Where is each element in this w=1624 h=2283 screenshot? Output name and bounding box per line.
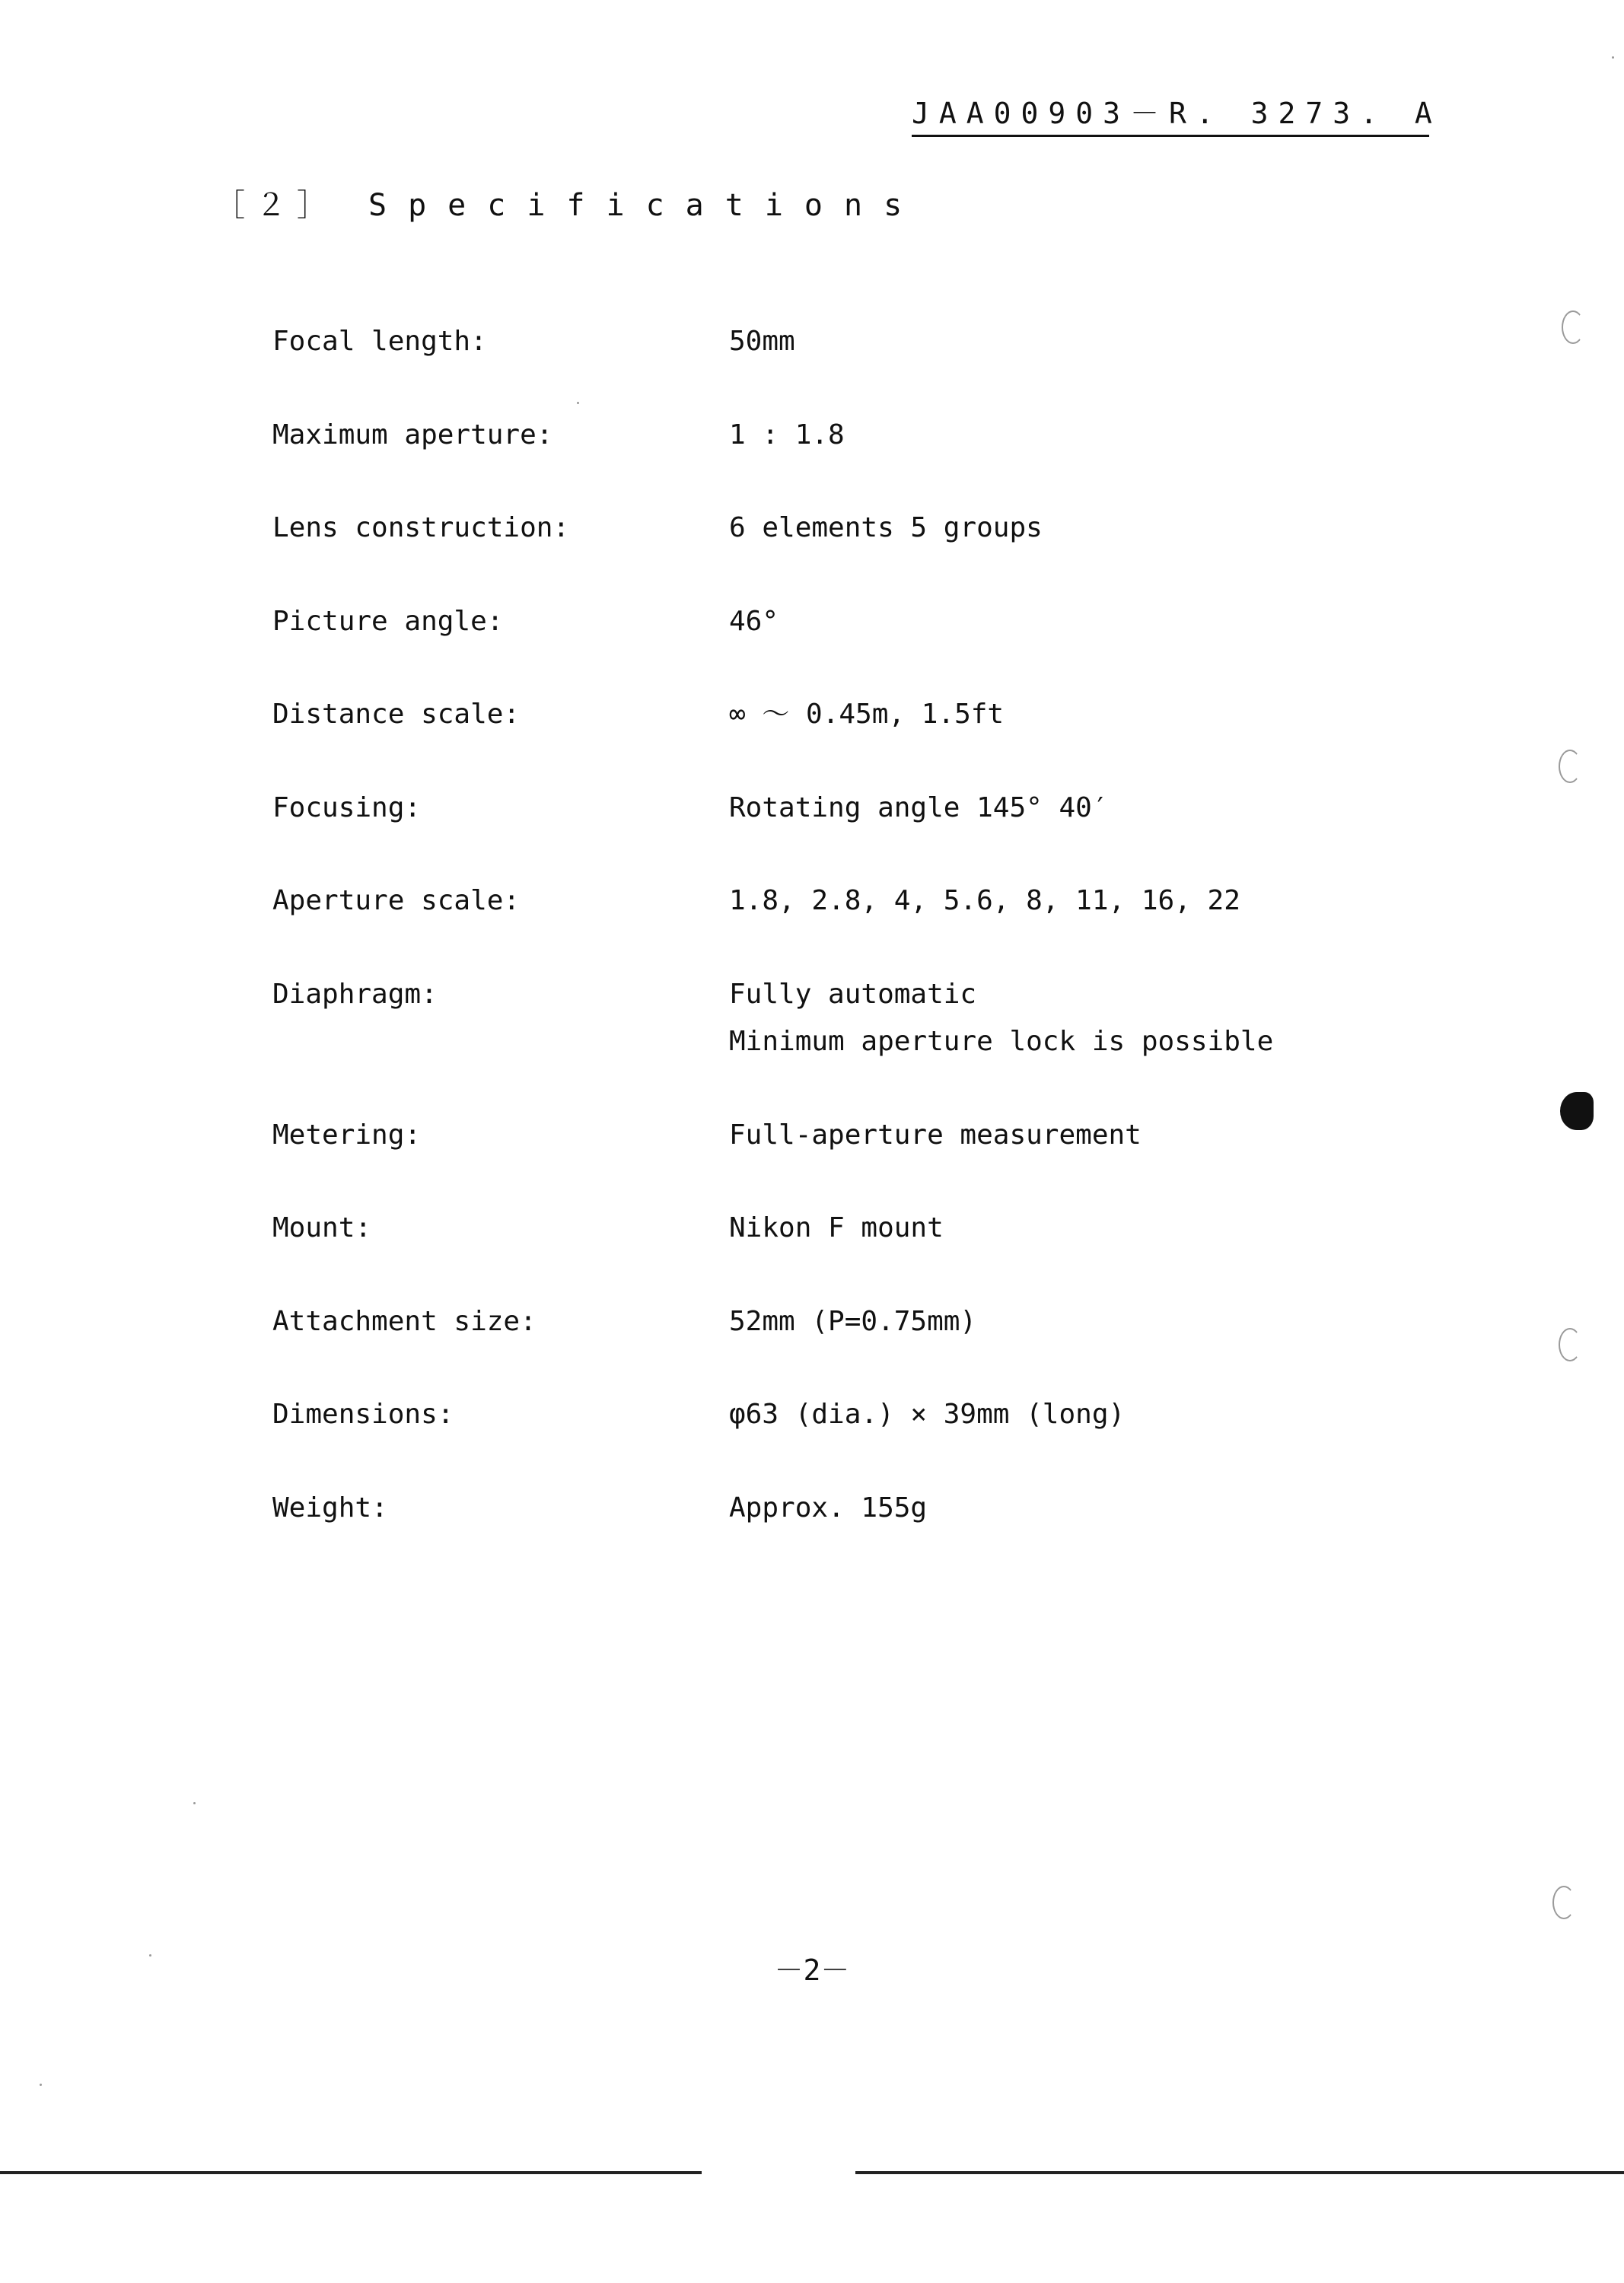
spec-row-weight [272, 1485, 1338, 1578]
spec-label: Mount: [272, 1212, 372, 1243]
punch-hole-mark [1552, 1886, 1575, 1919]
punch-hole-mark [1559, 1328, 1581, 1361]
spec-label: Maximum aperture: [272, 419, 553, 451]
specifications-list [272, 318, 1338, 1578]
spec-value: φ63 (dia.) × 39mm (long) [729, 1399, 1126, 1430]
scan-speck [149, 1954, 151, 1957]
scan-speck [193, 1802, 196, 1804]
spec-row-diaphragm [272, 971, 1338, 1112]
punch-hole-mark [1559, 750, 1581, 783]
spec-row-focusing [272, 785, 1338, 878]
spec-value: ∞ ～ 0.45m, 1.5ft [729, 699, 1005, 730]
document-code: JAA00903－R. 3273. A [912, 90, 1429, 137]
spec-value: 1.8, 2.8, 4, 5.6, 8, 11, 16, 22 [729, 885, 1240, 916]
spec-row-attachment-size [272, 1298, 1338, 1392]
punch-hole-mark [1560, 1092, 1594, 1130]
spec-label: Attachment size: [272, 1305, 537, 1337]
spec-value: Nikon F mount [729, 1212, 944, 1243]
spec-label: Distance scale: [272, 699, 521, 730]
spec-label: Focal length: [272, 326, 487, 357]
spec-value-line: Fully automatic [729, 978, 977, 1010]
spec-label: Picture angle: [272, 605, 504, 637]
spec-value: Approx. 155g [729, 1492, 928, 1524]
spec-value: 46° [729, 605, 779, 637]
spec-label: Lens construction: [272, 512, 570, 543]
section-number: ［２］ [215, 188, 338, 223]
spec-row-metering [272, 1112, 1338, 1205]
spec-row-dimensions [272, 1391, 1338, 1485]
spec-label: Aperture scale: [272, 885, 521, 916]
spec-value [729, 971, 1338, 1065]
spec-label: Diaphragm: [272, 978, 438, 1010]
spec-value: 50mm [729, 326, 795, 357]
punch-hole-mark [1562, 310, 1584, 344]
scan-speck [40, 2084, 42, 2086]
spec-row-aperture-scale [272, 877, 1338, 971]
spec-row-maximum-aperture [272, 412, 1338, 505]
section-heading [215, 181, 923, 224]
spec-label: Focusing: [272, 791, 422, 823]
spec-row-lens-construction [272, 505, 1338, 598]
spec-label: Dimensions: [272, 1399, 454, 1430]
footer-rule [0, 2171, 702, 2174]
spec-label: Metering: [272, 1119, 422, 1151]
spec-value: 1 : 1.8 [729, 419, 845, 451]
spec-row-focal-length [272, 318, 1338, 412]
spec-row-distance-scale [272, 691, 1338, 785]
spec-value-line: Minimum aperture lock is possible [729, 1025, 1274, 1057]
footer-rule [855, 2171, 1624, 2174]
section-title: Specifications [368, 188, 924, 223]
spec-value: 6 elements 5 groups [729, 512, 1043, 543]
spec-value: Rotating angle 145° 40′ [729, 791, 1109, 823]
spec-row-mount [272, 1205, 1338, 1298]
spec-value: 52mm (P=0.75mm) [729, 1305, 977, 1337]
spec-label: Weight: [272, 1492, 388, 1524]
scan-speck [577, 402, 579, 404]
scan-speck [1612, 56, 1614, 59]
spec-value: Full-aperture measurement [729, 1119, 1142, 1151]
page-number: －2－ [774, 1953, 850, 1987]
spec-row-picture-angle [272, 598, 1338, 692]
